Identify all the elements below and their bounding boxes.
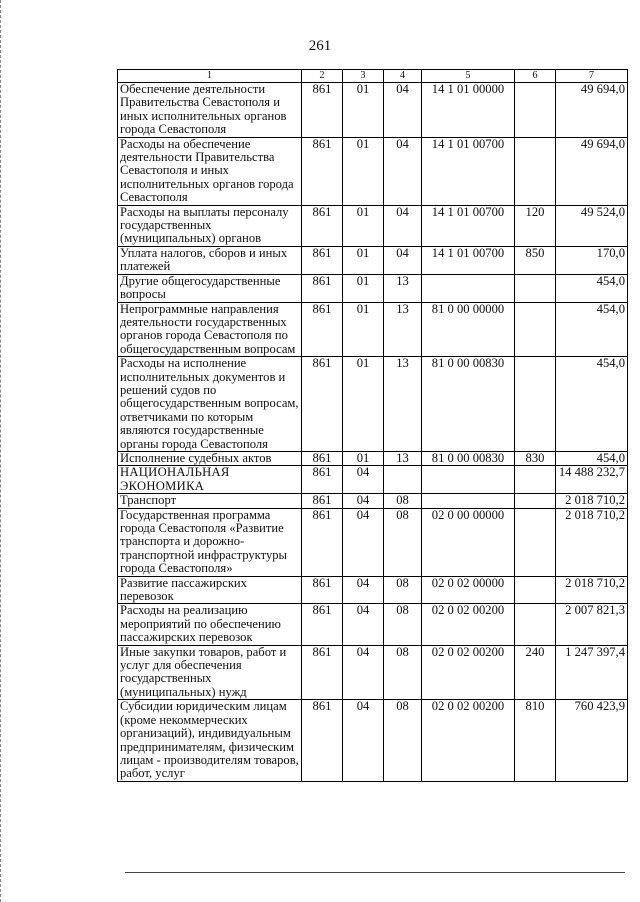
- row-subsection-code: 13: [384, 451, 422, 465]
- row-name: Уплата налогов, сборов и иных платежей: [118, 246, 302, 274]
- row-target-article: [422, 466, 515, 494]
- row-ministry-code: 861: [302, 604, 343, 645]
- table-row: [118, 357, 628, 452]
- row-target-article: 02 0 02 00200: [422, 645, 515, 700]
- row-amount: 760 423,9: [556, 700, 628, 781]
- row-name: Другие общегосударственные вопросы: [118, 274, 302, 302]
- row-amount: 170,0: [556, 246, 628, 274]
- row-subsection-code: 08: [384, 508, 422, 576]
- table-row: [118, 205, 628, 246]
- row-expense-type: 850: [515, 246, 556, 274]
- row-amount: 2 018 710,2: [556, 576, 628, 604]
- header-col-1: 1: [118, 70, 302, 83]
- row-subsection-code: 04: [384, 246, 422, 274]
- row-section-code: 04: [343, 700, 384, 781]
- row-target-article: [422, 274, 515, 302]
- header-col-3: 3: [343, 70, 384, 83]
- row-section-code: 04: [343, 494, 384, 508]
- page-bottom-rule: [125, 872, 625, 873]
- row-subsection-code: 13: [384, 274, 422, 302]
- table-row: [118, 451, 628, 465]
- header-col-6: 6: [515, 70, 556, 83]
- row-section-code: 01: [343, 357, 384, 452]
- row-target-article: 81 0 00 00830: [422, 357, 515, 452]
- row-expense-type: 120: [515, 205, 556, 246]
- row-target-article: 02 0 02 00200: [422, 700, 515, 781]
- row-expense-type: [515, 604, 556, 645]
- row-expense-type: 810: [515, 700, 556, 781]
- table-row: [118, 700, 628, 781]
- row-amount: 454,0: [556, 451, 628, 465]
- row-section-code: 04: [343, 508, 384, 576]
- row-ministry-code: 861: [302, 508, 343, 576]
- row-subsection-code: [384, 466, 422, 494]
- row-amount: 14 488 232,7: [556, 466, 628, 494]
- row-expense-type: [515, 137, 556, 205]
- row-amount: 2 018 710,2: [556, 508, 628, 576]
- row-target-article: 14 1 01 00700: [422, 205, 515, 246]
- table-row: [118, 274, 628, 302]
- row-expense-type: [515, 494, 556, 508]
- row-name: Расходы на реализацию мероприятий по обеспечению пассажирских перевозок: [118, 604, 302, 645]
- row-subsection-code: 13: [384, 357, 422, 452]
- row-section-code: 04: [343, 576, 384, 604]
- row-ministry-code: 861: [302, 645, 343, 700]
- row-name: Субсидии юридическим лицам (кроме некоммерческих организаций), индивидуальным предпринимателям, физическим лицам - производителям товаров, работ, услуг: [118, 700, 302, 781]
- row-subsection-code: 08: [384, 604, 422, 645]
- row-subsection-code: 13: [384, 302, 422, 357]
- row-ministry-code: 861: [302, 700, 343, 781]
- table-row: [118, 576, 628, 604]
- row-ministry-code: 861: [302, 246, 343, 274]
- budget-table: [117, 69, 628, 782]
- table-row: [118, 604, 628, 645]
- row-subsection-code: 08: [384, 700, 422, 781]
- header-col-5: 5: [422, 70, 515, 83]
- row-name: Непрограммные направления деятельности государственных органов города Севастополя по общегосударственным вопросам: [118, 302, 302, 357]
- row-expense-type: 830: [515, 451, 556, 465]
- row-name: Обеспечение деятельности Правительства Севастополя и иных исполнительных органов города Севастополя: [118, 83, 302, 138]
- row-subsection-code: 04: [384, 137, 422, 205]
- row-expense-type: [515, 274, 556, 302]
- row-name: Государственная программа города Севастополя «Развитие транспорта и дорожно-транспортной инфраструктуры города Севастополя»: [118, 508, 302, 576]
- row-subsection-code: 08: [384, 494, 422, 508]
- row-target-article: 81 0 00 00000: [422, 302, 515, 357]
- page-number: 261: [308, 38, 332, 54]
- row-name: Развитие пассажирских перевозок: [118, 576, 302, 604]
- row-ministry-code: 861: [302, 576, 343, 604]
- row-name: Иные закупки товаров, работ и услуг для обеспечения государственных (муниципальных) нужд: [118, 645, 302, 700]
- row-ministry-code: 861: [302, 274, 343, 302]
- row-name: Расходы на выплаты персоналу государственных (муниципальных) органов: [118, 205, 302, 246]
- header-col-7: 7: [556, 70, 628, 83]
- row-section-code: 01: [343, 137, 384, 205]
- row-section-code: 01: [343, 274, 384, 302]
- row-expense-type: [515, 508, 556, 576]
- row-subsection-code: 04: [384, 205, 422, 246]
- row-expense-type: [515, 302, 556, 357]
- row-name: Расходы на исполнение исполнительных документов и решений судов по общегосударственным вопросам, ответчиками по которым являются государственные органы города Севастополя: [118, 357, 302, 452]
- row-target-article: 14 1 01 00700: [422, 137, 515, 205]
- row-amount: 2 018 710,2: [556, 494, 628, 508]
- row-target-article: 02 0 02 00000: [422, 576, 515, 604]
- row-name: НАЦИОНАЛЬНАЯ ЭКОНОМИКА: [118, 466, 302, 494]
- row-target-article: 02 0 00 00000: [422, 508, 515, 576]
- row-expense-type: 240: [515, 645, 556, 700]
- table-header-row: [118, 70, 628, 83]
- row-name: Расходы на обеспечение деятельности Правительства Севастополя и иных исполнительных органов города Севастополя: [118, 137, 302, 205]
- row-section-code: 01: [343, 302, 384, 357]
- page-left-edge: [0, 0, 4, 902]
- row-name: Транспорт: [118, 494, 302, 508]
- row-expense-type: [515, 83, 556, 138]
- header-col-4: 4: [384, 70, 422, 83]
- row-subsection-code: 08: [384, 576, 422, 604]
- row-target-article: 81 0 00 00830: [422, 451, 515, 465]
- table-row: [118, 494, 628, 508]
- row-ministry-code: 861: [302, 451, 343, 465]
- row-section-code: 01: [343, 83, 384, 138]
- row-section-code: 01: [343, 246, 384, 274]
- row-subsection-code: 08: [384, 645, 422, 700]
- header-col-2: 2: [302, 70, 343, 83]
- table-row: [118, 83, 628, 138]
- row-amount: 454,0: [556, 302, 628, 357]
- row-name: Исполнение судебных актов: [118, 451, 302, 465]
- row-amount: 49 694,0: [556, 83, 628, 138]
- row-ministry-code: 861: [302, 205, 343, 246]
- row-section-code: 04: [343, 604, 384, 645]
- row-expense-type: [515, 466, 556, 494]
- row-section-code: 04: [343, 466, 384, 494]
- table-row: [118, 508, 628, 576]
- table-row: [118, 645, 628, 700]
- row-amount: 454,0: [556, 274, 628, 302]
- row-target-article: 02 0 02 00200: [422, 604, 515, 645]
- row-ministry-code: 861: [302, 494, 343, 508]
- row-ministry-code: 861: [302, 302, 343, 357]
- row-target-article: [422, 494, 515, 508]
- row-target-article: 14 1 01 00000: [422, 83, 515, 138]
- row-amount: 49 524,0: [556, 205, 628, 246]
- row-section-code: 01: [343, 205, 384, 246]
- row-ministry-code: 861: [302, 83, 343, 138]
- row-ministry-code: 861: [302, 466, 343, 494]
- row-amount: 454,0: [556, 357, 628, 452]
- row-ministry-code: 861: [302, 137, 343, 205]
- row-amount: 49 694,0: [556, 137, 628, 205]
- table-row: [118, 466, 628, 494]
- row-section-code: 01: [343, 451, 384, 465]
- table-row: [118, 137, 628, 205]
- row-amount: 1 247 397,4: [556, 645, 628, 700]
- row-amount: 2 007 821,3: [556, 604, 628, 645]
- table-row: [118, 302, 628, 357]
- row-expense-type: [515, 357, 556, 452]
- row-section-code: 04: [343, 645, 384, 700]
- row-target-article: 14 1 01 00700: [422, 246, 515, 274]
- row-ministry-code: 861: [302, 357, 343, 452]
- row-subsection-code: 04: [384, 83, 422, 138]
- table-row: [118, 246, 628, 274]
- row-expense-type: [515, 576, 556, 604]
